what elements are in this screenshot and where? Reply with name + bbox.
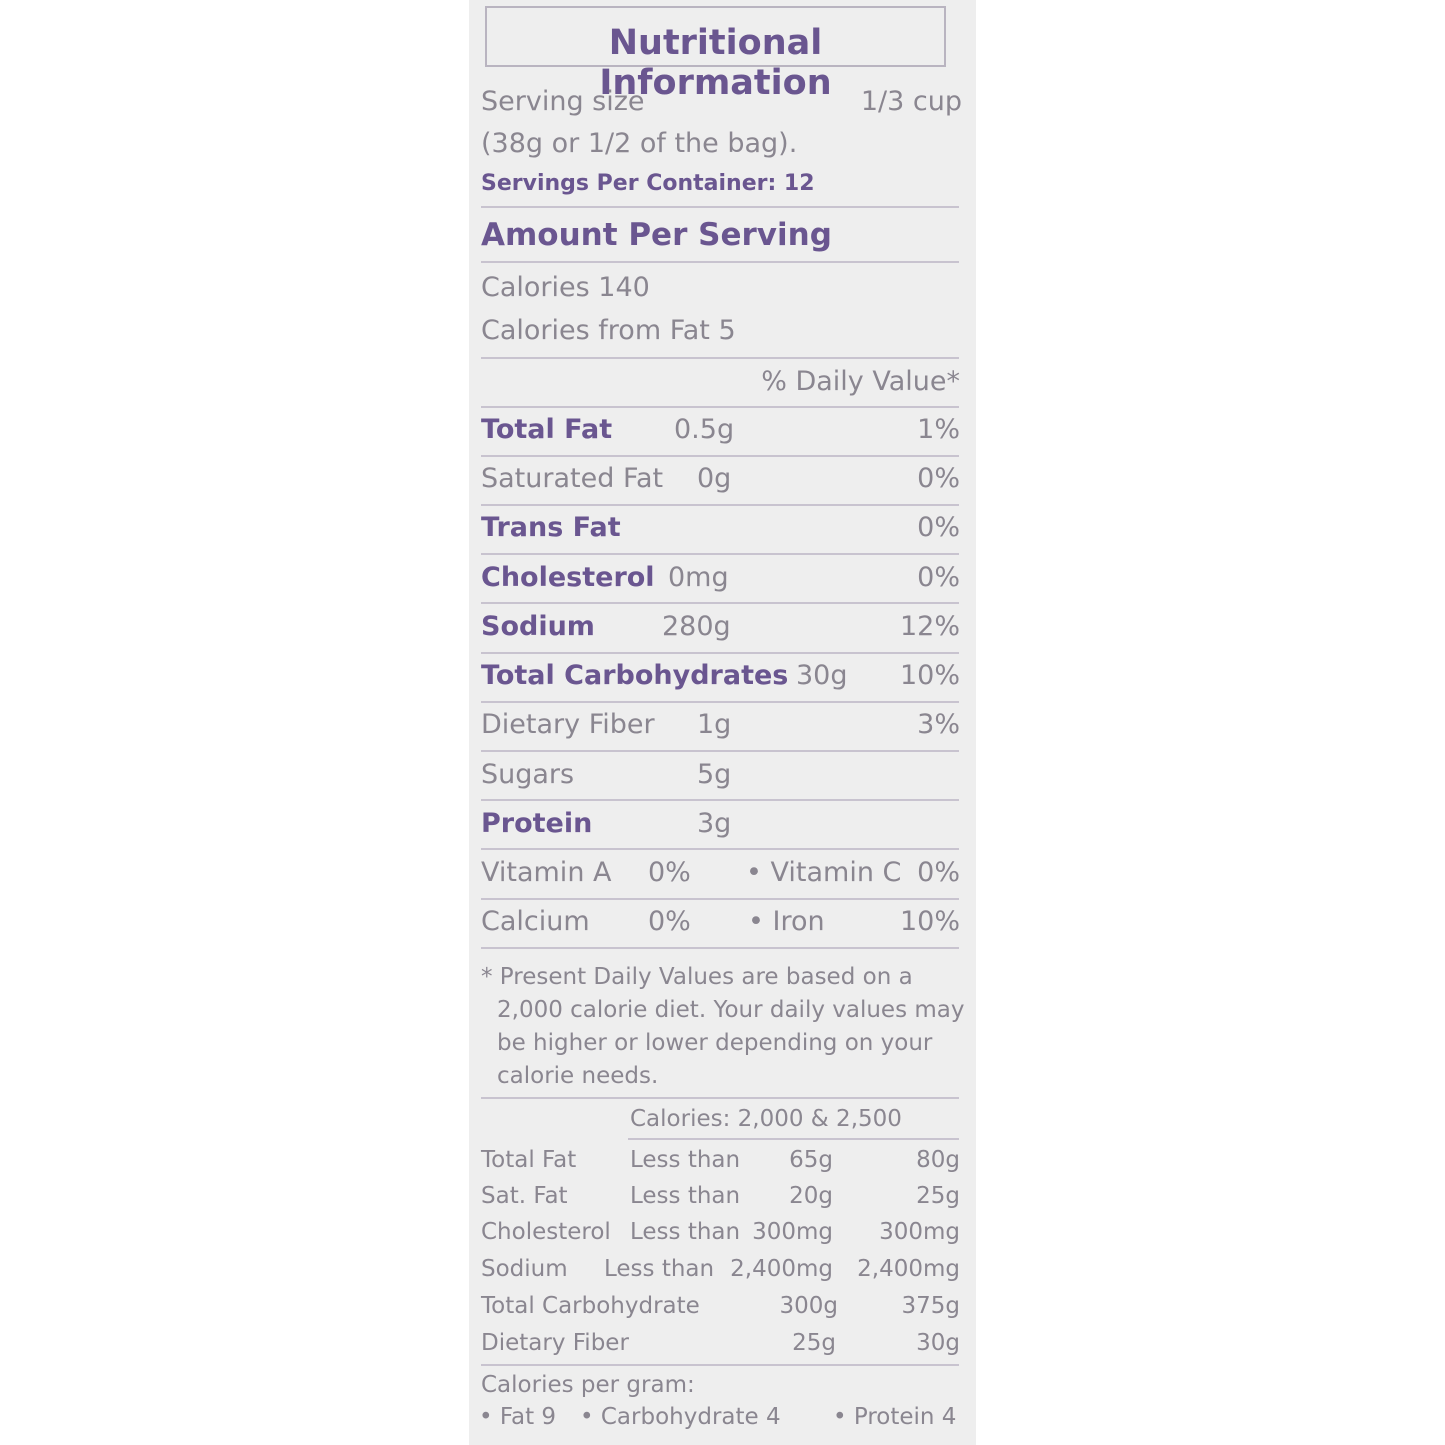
amount-per-serving: Amount Per Serving bbox=[481, 217, 832, 253]
divider bbox=[481, 206, 959, 208]
vitamin-value: 10% bbox=[899, 906, 960, 937]
ref-qualifier: Less than bbox=[630, 1147, 741, 1173]
ref-value-2500: 30g bbox=[916, 1330, 960, 1356]
ref-value-2000: 25g bbox=[792, 1330, 836, 1356]
nutrient-name: Saturated Fat bbox=[481, 463, 664, 494]
per-gram-label: Calories per gram: bbox=[481, 1372, 695, 1398]
divider bbox=[481, 652, 959, 654]
ref-value-2500: 300mg bbox=[879, 1219, 960, 1245]
servings-per-container: Servings Per Container: 12 bbox=[481, 171, 815, 196]
nutrient-name: Total Fat bbox=[481, 414, 613, 445]
ref-value-2000: 20g bbox=[789, 1183, 833, 1209]
footnote-line: be higher or lower depending on your bbox=[497, 1030, 933, 1056]
ref-qualifier: Less than bbox=[604, 1256, 715, 1282]
nutrient-amount: 30g bbox=[796, 660, 848, 691]
nutrient-name: Total Carbohydrates bbox=[481, 660, 789, 691]
divider bbox=[481, 406, 959, 408]
nutrient-dv: 12% bbox=[899, 611, 960, 642]
ref-value-2500: 375g bbox=[901, 1293, 960, 1319]
divider bbox=[481, 848, 959, 850]
vitamin-value: 0% bbox=[917, 857, 960, 888]
nutrient-dv: 3% bbox=[917, 709, 960, 740]
nutrient-amount: 0mg bbox=[668, 562, 729, 593]
calories: Calories 140 bbox=[481, 272, 650, 303]
ref-name: Total Fat bbox=[481, 1147, 577, 1173]
vitamin-name: Calcium bbox=[481, 906, 590, 937]
footnote-line: * Present Daily Values are based on a bbox=[481, 964, 913, 990]
ref-name: Sat. Fat bbox=[481, 1183, 568, 1209]
per-gram-fat: • Fat 9 bbox=[479, 1404, 557, 1430]
divider bbox=[481, 701, 959, 703]
per-gram-protein: • Protein 4 bbox=[833, 1404, 957, 1430]
ref-name: Total Carbohydrate bbox=[481, 1293, 700, 1319]
nutrient-name: Cholesterol bbox=[481, 562, 655, 593]
divider bbox=[481, 1364, 959, 1366]
divider bbox=[481, 504, 959, 506]
divider bbox=[481, 898, 959, 900]
divider bbox=[481, 261, 959, 263]
nutrient-amount: 0g bbox=[697, 463, 732, 494]
vitamin-value: 0% bbox=[648, 906, 691, 937]
calories-from-fat: Calories from Fat 5 bbox=[481, 315, 736, 346]
ref-value-2000: 300g bbox=[779, 1293, 838, 1319]
nutrient-dv: 10% bbox=[899, 660, 960, 691]
divider bbox=[481, 947, 959, 949]
vitamin-name: • Vitamin C bbox=[746, 857, 902, 888]
nutrient-dv: 0% bbox=[917, 463, 960, 494]
nutrient-name: Sodium bbox=[481, 611, 595, 642]
page-title: Nutritional Information bbox=[599, 23, 832, 103]
nutrient-name: Protein bbox=[481, 808, 593, 839]
ref-name: Cholesterol bbox=[481, 1219, 611, 1245]
divider bbox=[481, 1097, 959, 1099]
footnote-line: 2,000 calorie diet. Your daily values may bbox=[497, 997, 965, 1023]
vitamin-name: Vitamin A bbox=[481, 857, 612, 888]
ref-qualifier: Less than bbox=[630, 1183, 741, 1209]
per-gram-carbohydrate: • Carbohydrate 4 bbox=[580, 1404, 781, 1430]
ref-value-2000: 65g bbox=[789, 1147, 833, 1173]
serving-size-label: Serving size bbox=[481, 86, 645, 117]
vitamin-name: • Iron bbox=[748, 906, 825, 937]
ref-qualifier: Less than bbox=[630, 1219, 741, 1245]
nutrient-dv: 0% bbox=[917, 562, 960, 593]
nutrient-name: Dietary Fiber bbox=[481, 709, 655, 740]
nutrient-amount: 0.5g bbox=[674, 414, 735, 445]
reference-header: Calories: 2,000 & 2,500 bbox=[630, 1106, 902, 1132]
divider bbox=[481, 750, 959, 752]
footnote-line: calorie needs. bbox=[497, 1063, 659, 1089]
nutrient-amount: 280g bbox=[662, 611, 731, 642]
divider bbox=[628, 1138, 959, 1140]
ref-value-2000: 300mg bbox=[752, 1219, 833, 1245]
divider bbox=[481, 357, 959, 359]
nutrient-dv: 0% bbox=[917, 512, 960, 543]
serving-size-value: 1/3 cup bbox=[860, 86, 962, 117]
ref-name: Dietary Fiber bbox=[481, 1330, 629, 1356]
nutrient-name: Sugars bbox=[481, 759, 575, 790]
daily-value-header: % Daily Value* bbox=[761, 366, 960, 397]
divider bbox=[481, 553, 959, 555]
nutrient-amount: 5g bbox=[697, 759, 732, 790]
ref-value-2500: 2,400mg bbox=[857, 1256, 960, 1282]
nutrient-amount: 1g bbox=[697, 709, 732, 740]
nutrient-name: Trans Fat bbox=[481, 512, 621, 543]
ref-value-2000: 2,400mg bbox=[730, 1256, 833, 1282]
vitamin-value: 0% bbox=[648, 857, 691, 888]
divider bbox=[481, 602, 959, 604]
divider bbox=[481, 799, 959, 801]
nutrient-amount: 3g bbox=[697, 808, 732, 839]
divider bbox=[481, 455, 959, 457]
ref-value-2500: 80g bbox=[916, 1147, 960, 1173]
serving-size-note: (38g or 1/2 of the bag). bbox=[481, 128, 798, 159]
ref-value-2500: 25g bbox=[916, 1183, 960, 1209]
nutrient-dv: 1% bbox=[917, 414, 960, 445]
ref-name: Sodium bbox=[481, 1256, 568, 1282]
